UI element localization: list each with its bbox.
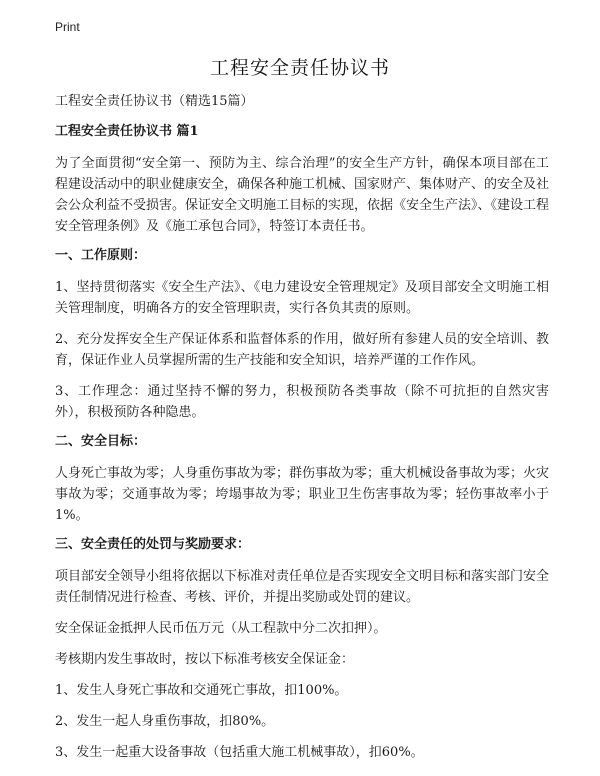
document-title: 工程安全责任协议书 (209, 57, 390, 79)
print-link[interactable]: Print (55, 20, 80, 34)
penalty-item: 1、发生人身死亡事故和交通死亡事故，扣100%。 (55, 683, 348, 698)
penalty-paragraph: 项目部安全领导小组将依据以下标准对责任单位是否实现安全文明目标和落实部门安全责任制情况进行检查、考核、评价，并提出奖励或处罚的建议。 (55, 569, 550, 605)
section-heading-goals: 二、安全目标： (55, 434, 147, 449)
principle-item: 3、工作理念：通过坚持不懈的努力，积极预防各类事故（除不可抗拒的自然灾害外），积极预防各种隐患。 (55, 384, 549, 420)
document-body (55, 93, 549, 773)
principle-item: 1、坚持贯彻落实《安全生产法》、《电力建设安全管理规定》及项目部安全文明施工相关管理制度，明确各方的安全管理职责，实行各负其责的原则。 (55, 280, 549, 316)
penalty-paragraph: 考核期内发生事故时，按以下标准考核安全保证金： (55, 652, 355, 667)
section-heading-principles: 一、工作原则： (55, 248, 147, 263)
penalty-item: 3、发生一起重大设备事故（包括重大施工机械事故），扣60%。 (55, 745, 424, 760)
section-heading-penalties: 三、安全责任的处罚与奖励要求： (55, 537, 251, 552)
penalty-item: 2、发生一起人身重伤事故，扣80%。 (55, 714, 275, 729)
document-subtitle: 工程安全责任协议书（精选15篇） (55, 94, 254, 109)
safety-goals-paragraph: 人身死亡事故为零；人身重伤事故为零；群伤事故为零；重大机械设备事故为零；火灾事故为零；交通事故为零；垮塌事故为零；职业卫生伤害事故为零；轻伤事故率小于1%。 (55, 466, 550, 523)
penalty-paragraph: 安全保证金抵押人民币伍万元（从工程款中分二次扣押）。 (55, 621, 387, 636)
principle-item: 2、充分发挥安全生产保证体系和监督体系的作用，做好所有参建人员的安全培训、教育，保证作业人员掌握所需的生产技能和安全知识，培养严谨的工作作风。 (55, 332, 549, 368)
intro-paragraph: 为了全面贯彻“安全第一、预防为主、综合治理”的安全生产方针，确保本项目部在工程建设活动中的职业健康安全，确保各种施工机械、国家财产、集体财产、的安全及社会公众利益不受损害。保证安全文明施工目标的实现，依据《安全生产法》、《建设工程安全管理条例》及《施工承包合同》，特签订本责任书。 (55, 156, 550, 234)
article-heading: 工程安全责任协议书 篇1 (55, 124, 199, 139)
